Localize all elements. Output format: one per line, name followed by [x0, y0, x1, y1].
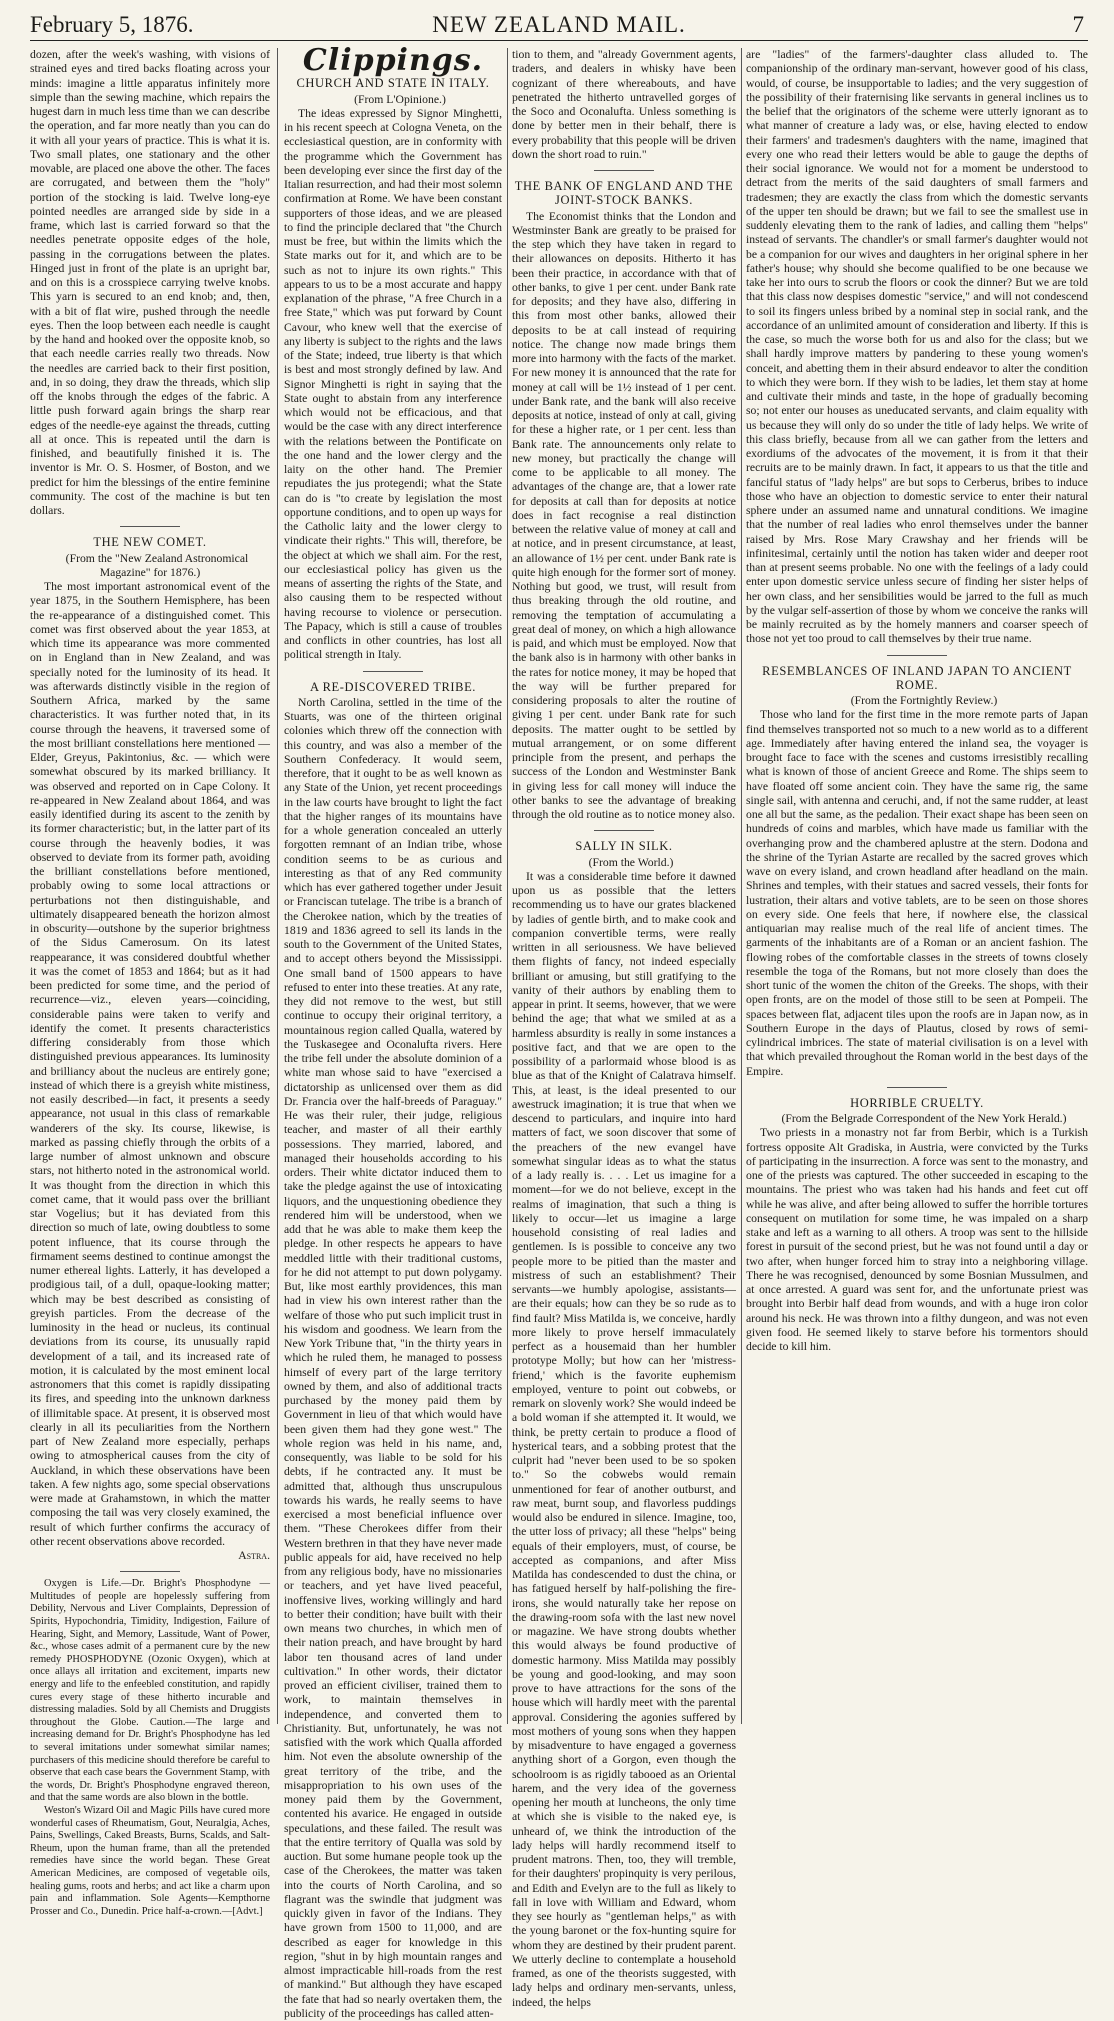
- article-heading: SALLY IN SILK.: [575, 839, 673, 854]
- article-continuation-text: tion to them, and "already Government agents, traders, and dealers in whisky have been cognizant of there whereabouts, and have penetrated the hitherto untravelled gorges of the Soco and Oconalufta. Unless something is done by better men in their behalf, there is every probability that this people will be driven down the short road to ruin.": [512, 48, 736, 161]
- article-heading: CHURCH AND STATE IN ITALY.: [296, 76, 490, 91]
- article-heading: A RE-DISCOVERED TRIBE.: [309, 679, 477, 694]
- article-heading: RESEMBLANCES OF INLAND JAPAN TO ANCIENT ROME.: [762, 663, 1072, 692]
- article-body: It was a considerable time before it dawned upon us as possible that the letters recommending us to have our grates blackened by ladies of gentle birth, and to make cook and companion convertible terms, were really written in all seriousness. We have believed them flights of fancy, not indeed especially brilliant or amusing, but still gratifying to the vanity of their authors by enabling them to appear in print. It seems, however, that we were behind the age; that what we smiled at as a harmless absurdity is really in some instances a positive fact, and that we are open to the possibility of a parlormaid whose blood is as blue as that of the Knight of Calatrava himself. This, at least, is the ideal presented to our awestruck imagination; it is true that when we descend to particulars, and inquire into hard matters of fact, we soon discover that some of the preachers of the new evangel have somewhat singular ideas as to what the status of a lady really is. . . . Let us imagine for a moment—for we do not believe, except in the realms of imagination, that such a thing is likely to occur—let us imagine a large household consisting of real ladies and gentlemen. Is is possible to conceive any two people more to be pitied than the master and mistress of such an establishment? Their servants—we humbly apologise, assistants—are their equals; how can they be so rude as to find fault? Miss Matilda is, we conceive, hardly more likely to prove herself immaculately perfect as a housemaid than her humbler prototype Molly; but how can her 'mistress-friend,' which is the favorite euphemism employed, venture to point out cobwebs, or remark on slovenly work? She would indeed be a bold woman if she attempted it. It would, we think, be pretty certain to produce a flood of hysterical tears, and a sobbing protest that the culprit had "never been used to be so spoken to." So the cobwebs would remain unmentioned for fear of another outburst, and raw meat, burnt soup, and flavorless puddings would also be endured in silence. Imagine, too, the utter loss of privacy; all these "helps" being equals of their employers, must, of course, be accepted as companions, and after Miss Matilda has condescended to dust the china, or has fatigued herself by half-polishing the fire-irons, she would naturally take her repose on the drawing-room sofa with the last new novel or magazine. We have strong doubts whether this would always be found productive of domestic harmony. Miss Matilda may possibly be young and good-looking, and may soon prove to have attractions for the sons of the house which will hardly meet with the parental approval. Considering the agonies suffered by most mothers of young sons when they happen by misadventure to have engaged a governess anything short of a Gorgon, even though the schoolroom is as rigidly tabooed as an Oriental harem, and the very idea of the governess opening her mouth at luncheons, the only time at which she is visible to the naked eye, is unheard of, we think the introduction of the lady helps will hardly recommend itself to prudent matrons. Then, too, they will tremble, for their daughters' propinquity is very perilous, and Edith and Evelyn are to the full as likely to fall in love with William and Edward, whom they see hourly as "gentleman helps," as with the young baronet or the fox-hunting squire for whom they are destined by their prudent parent. We utterly decline to contemplate a household framed, as one of the theorists suggested, with lady helps and ordinary men-servants, unless, indeed, the helps: [512, 869, 736, 2009]
- article-body: Those who land for the first time in the more remote parts of Japan find themselves transported not so much to a new world as to a different age. Immediately after having entered the inland sea, the voyager is brought face to face with the scenes and customs irresistibly recalling what is known of those of ancient Greece and Rome. The ships seem to have floated off some ancient coin. They have the same rig, the same single sail, with antenna and ceruchi, and, if not the same rudder, at least one all but the same, as the pedalion. Their exact shape has been seen on hundreds of coins and marbles, which have made us familiar with the overhanging prow and the chambered aplustre at the stern. Dodona and the shrine of the Tyrian Astarte are recalled by the sacred groves which wave on every island, and crown headland after headland on the main. Shrines and temples, with their statues and sacred vessels, their fonts for lustration, their altars and votive tablets, are to be seen on those shores on every side. One feels that here, if nowhere else, the classical antiquarian may realise much of the real life of ancient times. The garments of the inhabitants are of a Roman or an ancient fashion. The flowing robes of the comfortable classes in the streets of towns closely resemble the toga of the Romans, but not more closely than does the short tunic of the women the chiton of the Greeks. The shops, with their open fronts, are on the model of those still to be seen at Pompeii. The spaces between flat, adjacent tiles upon the roofs are in Japan now, as in Southern Europe in the days of Plautus, closed by rows of semi-cylindrical imbrices. The state of material civilisation is on a level with that which prevailed throughout the Roman world in the best days of the Empire.: [746, 708, 1088, 1078]
- article-continuation-text: are "ladies" of the farmers'-daughter class alluded to. The companionship of the ordinary man-servant, however good of his class, would, of course, be insupportable to ladies; and the very suggestion of the possibility of their fraternising like servants in general inclines us to the belief that the originators of the scheme were utterly ignorant as to what manner of creature a lady was, or else, having elected to endow their farmers' and tradesmen's daughters with the name, imagined that every one who read their letters would be able to gauge the depths of their social ignorance. We would not for a moment be understood to detract from the merits of the said daughters of small farmers and tradesmen; they are exactly the class from which the domestic servants of the upper ten should be drawn; but we fail to see the smallest use in suddenly elevating them to the rank of ladies, and calling them "helps" instead of servants. The chandler's or small farmer's daughter would not be a companion for our wives and daughters in her original sphere in her father's house; why should she become qualified to be one because we take her into ours to scrub the floors or cook the dinner? But we are told that this class now despises domestic "service," and will not condescend to soil its fingers unless bribed by a nominal step in social rank, and the accordance of an unlimited amount of consideration and liberty. If this is the case, so much the worse both for us and also for the class; but we shall hardly improve matters by pandering to these young women's conceit, and abetting them in their absurd endeavor to alter the condition to which they were born. If they wish to be ladies, let them stay at home and cultivate their minds and taste, in the hope of gradually becoming so; not enter our houses as uneducated servants, and claim equality with us because they will only do so under the title of lady helps. We write of this class briefly, because from all we can gather from the letters and exordiums of the advocates of the movement, it is from it that their recruits are to be mainly drawn. In fact, it appears to us that the title and fanciful status of "lady helps" are but sops to Cerberus, bribes to induce those who have an objection to domestic service to enter their natural sphere under an assumed name and unnatural conditions. We imagine that the number of real ladies who enrol themselves under the banner raised by Mrs. Rose Mary Crawshay and her friends will be infinitesimal, certainly until the notion has taken wider and deeper root than at present seems probable. No one with the feelings of a lady could enter upon domestic service unless secure of finding her sister helps of her own class, and her sensibilities would be jarred to the full as much by the vulgar self-assertion of those by whom we conceive the ranks will be mainly recruited as by the homely manners and coarser speech of those not yet too proud to call themselves by their true name.: [746, 48, 1088, 646]
- divider: [594, 170, 654, 171]
- article-heading: HORRIBLE CRUELTY.: [850, 1095, 984, 1110]
- section-title: Clippings.: [302, 43, 484, 78]
- divider: [887, 655, 947, 656]
- advertisement: Oxygen is Life.—Dr. Bright's Phosphodyne —Multitudes of people are hopelessly suffering from Debility, Nervous and Liver Complaints, Depression of Spirits, Hypochondria, Timidity, Indigestion, Failure of Hearing, Sight, and Memory, Lassitude, Want of Power, &c., whose cases admit of a permanent cure by the new remedy PHOSPHODYNE (Ozonic Oxygen), which at once allays all irritation and excitement, imparts new energy and life to the enfeebled constitution, and rapidly cures every stage of these hitherto incurable and distressing maladies. Sold by all Chemists and Druggists throughout the Globe. Caution.—The large and increasing demand for Dr. Bright's Phosphodyne has led to several imitations under somewhat similar names; purchasers of this medicine should therefore be careful to observe that each case bears the Government Stamp, with the words, Dr. Bright's Phosphodyne engraved thereon, and that the same words are also blown in the bottle.: [30, 1578, 270, 1804]
- article-heading: THE NEW COMET.: [93, 535, 207, 550]
- article-source: (From L'Opinione.): [354, 92, 446, 106]
- newspaper-title: NEW ZEALAND MAIL.: [432, 12, 686, 37]
- divider: [594, 830, 654, 831]
- column-1: [30, 48, 270, 1917]
- divider: [120, 526, 180, 527]
- article-source: (From the Fortnightly Review.): [850, 694, 998, 707]
- column-rule: [507, 48, 508, 1724]
- divider: [363, 671, 423, 672]
- article-source: (From the World.): [588, 855, 674, 869]
- divider: [887, 1087, 947, 1088]
- article-heading: THE BANK OF ENGLAND AND THE JOINT-STOCK BANKS.: [514, 179, 734, 208]
- article-body: Two priests in a monastry not far from Berbir, which is a Turkish fortress opposite Alt Gradiska, in Austria, were convicted by the Turks of participating in the insurrection. A force was sent to the monastry, and one of the priests was captured. The other succeeded in escaping to the mountains. The priest who was taken had his hands and feet cut off while he was alive, and after being allowed to suffer the horrible tortures consequent on mutilation for some time, he was impaled on a sharp stake and left as a warning to all others. A troop was sent to the hillside forest in pursuit of the second priest, but he was not found until a day or two after, when hunger forced him to stray into a neighboring village. There he was recognised, denounced by some Bosnian Mussulmen, and at once arrested. A guard was sent for, and the unfortunate priest was brought into Berbir half dead from wounds, and with a huge iron color around his neck. He was thrown into a filthy dungeon, and was not even given food. He seemed likely to starve before his tormentors should decide to kill him.: [746, 1126, 1088, 1353]
- article-continuation-text: dozen, after the week's washing, with visions of strained eyes and tired backs floating across your minds: imagine a little apparatus infinitely more simple than the sewing machine, which repairs the hugest darn in much less time than we can describe the operation, and far more neatly than you can do it with all your years of practice. This is what it is. Two small plates, one stationary and the other movable, are placed one above the other. The faces are corrugated, and between them the "holy" portion of the stocking is laid. Twelve long-eye pointed needles are arranged side by side in a frame, which last is carried forward so that the needles penetrate opposite edges of the hole, passing in the corrugations between the plates. Hinged just in front of the plate is an upright bar, and on this is a crosspiece carrying twelve knobs. This yarn is secured to an end knob; and, then, with a bit of flat wire, pushed through the needle eyes. Then the loop between each needle is caught by the hand and hooked over the opposite knob, so that each needle carries really two threads. Now the needles are carried back to their first position, and, in so doing, they draw the threads, which slip off the knobs through the edges of the fabric. A little push forward again brings the sharp rear edges of the needle-eye against the threads, cutting all at once. This is repeated until the darn is finished, and beautifully finished it is. The inventor is Mr. O. S. Hosmer, of Boston, and we predict for him the blessings of the entire feminine community. The cost of the machine is but ten dollars.: [30, 48, 270, 517]
- article-body: North Carolina, settled in the time of the Stuarts, was one of the thirteen original colonies which threw off the connection with this country, and was also a member of the Southern Confederacy. It would seem, therefore, that it ought to be as well known as any State of the Union, yet recent proceedings in the law courts have brought to light the fact that the higher ranges of its mountains have for a whole generation concealed an utterly forgotten remnant of an Indian tribe, whose condition seems to be as curious and interesting as that of any Red community which has ever gathered together under Jesuit or Franciscan tutelage. The tribe is a branch of the Cherokee nation, which by the treaties of 1819 and 1836 agreed to sell its lands in the south to the Government of the United States, and to accept others beyond the Mississippi. One small band of 1500 appears to have refused to enter into these treaties. At any rate, they did not remove to the west, but still continue to occupy their original territory, a mountainous region called Qualla, watered by the Tuskasegee and Oconalufta rivers. Here the tribe fell under the absolute dominion of a white man whose said to have "exercised a dictatorship as unlicensed over them as did Dr. Francia over the half-breeds of Paraguay." He was their ruler, their judge, religious teacher, and master of all their earthly possessions. They married, labored, and managed their households according to his orders. Their white dictator induced them to take the pledge against the use of intoxicating liquors, and the unquestioning obedience they rendered him will be understood, when we add that he was able to make them keep the pledge. In other respects he appears to have meddled little with their traditional customs, for he did not attempt to put down polygamy. But, like most earthly providences, this man had in view his own interest rather than the welfare of those who put such implicit trust in his wisdom and goodness. We learn from the New York Tribune that, "in the thirty years in which he ruled them, he managed to possess himself of every part of the large territory owned by them, and also of additional tracts purchased by the money paid them by Government in lieu of that which would have been given them had they gone west." The whole region was held in his name, and, consequently, was liable to be sold for his debts, if he contracted any. It must be admitted that, although thus unscrupulous towards his wards, he really seems to have exercised a most beneficial influence over them. "These Cherokees differ from their Western brethren in that they have never made public appeals for aid, have received no help from any religious body, have no missionaries or teachers, and yet have lived peaceful, inoffensive lives, working willingly and hard to better their condition; have built with their own means two churches, in which men of their nation preach, and have brought by hard labor ten thousand acres of land under cultivation." In other words, their dictator proved an efficient civiliser, trained them to work, to maintain themselves in independence, and converted them to Christianity. But, unfortunately, he was not satisfied with the work which Qualla afforded him. Not even the absolute ownership of the great territory of the tribe, and the misappropriation to his own uses of the money paid them by the Government, contented his avarice. He engaged in outside speculations, and these failed. The result was that the entire territory of Qualla was sold by auction. But some humane people took up the case of the Cherokees, the matter was taken into the courts of North Carolina, and so flagrant was the swindle that judgment was quickly given in favor of the Indians. They have grown from 1500 to 11,000, and are described as eager for knowledge in this region, "shut in by high mountain ranges and almost impracticable hill-roads from the rest of mankind." But although they have escaped the fate that had so nearly overtaken them, the publicity of the proceedings has called atten-: [284, 695, 502, 2020]
- article-source: (From the Belgrade Correspondent of the New York Herald.): [781, 1112, 1067, 1125]
- page-number: 7: [1072, 12, 1084, 37]
- column-4: [746, 48, 1088, 1724]
- article-body: The Economist thinks that the London and Westminster Bank are greatly to be praised for the step which they have taken in regard to their allowances on deposits. Hitherto it has been their practice, in accordance with that of other banks, to give 1 per cent. under Bank rate for deposits; and they have also, differing in this from most other banks, allowed their deposits to be at call instead of requiring notice. The change now made brings them more into harmony with the facts of the market. For new money it is announced that the rate for money at call will be 1½ instead of 1 per cent. under Bank rate, and the bank will also receive deposits at notice, instead of only at call, giving for these a higher rate, or 1 per cent. less than Bank rate. The announcements only relate to new money, but practically the change will come to be applicable to all money. The advantages of the change are, that a lower rate for deposits at call than for deposits at notice does in fact recognise a real distinction between the relative value of money at call and at notice, and in present circumstance, at least, an allowance of 1½ per cent. under Bank rate is quite high enough for the former sort of money. Nothing but good, we trust, will result from thus breaking through the old routine, and removing the temptation of accumulating a great deal of money, on which a high allowance is paid, and which must be employed. Now that the bank also is in harmony with other banks in the rates for notice money, it may be hoped that the way will be further prepared for considering proposals to alter the routine of giving 1 per cent. under Bank rate for such deposits. The matter ought to be settled by mutual arrangement, or on some different principle from the present, and perhaps the success of the London and Westminster Bank in giving less for call money will induce the other banks to see the advantage of breaking through the old routine as to notice money also.: [512, 209, 736, 821]
- article-body: The most important astronomical event of the year 1875, in the Southern Hemisphere, has been the re-appearance of a distinguished comet. This comet was first observed about the year 1853, at which time its appearance was more commented on in England than in New Zealand, and was specially noted for the luminosity of its head. It was afterwards distinctly visible in the region of Southern Africa, marked by the same characteristics. It was further noted that, in its course through the heavens, it traversed some of the most brilliant constellations here mentioned — Elder, Greyus, Pakintonius, &c. — which were somewhat obscured by its marked brilliancy. It was observed and reported on in Cape Colony. It re-appeared in New Zealand about 1864, and was easily identified during its ascent to the zenith by its former characteristic; but, in the latter part of its course through the heavenly bodies, it was observed to deviate from its former path, avoiding the brilliant constellations before mentioned, probably owing to some local attractions or perturbations not then distinguishable, and ultimately disappeared beneath the horizon almost in obscurity—outshone by the superior brightness of the Sidus Camerosum. On its latest reappearance, it was considered doubtful whether it was the comet of 1853 and 1864; but as it had been predicted for some time, and the period of recurrence—viz., eleven years—coinciding, considerable pains were taken to verify and identify the comet. It presents characteristics differing considerably from those which distinguished previous appearances. Its luminosity and brilliancy about the nucleus are entirely gone; instead of which there is a greyish white mistiness, not easily described—in fact, it presents a seedy appearance, not usual in this class of remarkable wanderers of the sky. Its course, likewise, is marked as passing chiefly through the orbits of a large number of almost unknown and obscure stars, not hitherto noted in the astronomical world. It was thought from the direction in which this comet came, that it would pass over the brilliant star Vogelius; but it has deviated from this direction so much of late, owing doubtless to some potent influence, that its course through the firmament seems destined to continue amongst the numer ethereal lights. Latterly, it has developed a prodigious tail, of a dull, opaque-looking matter; which may be best described as consisting of greyish particles. From the decrease of the luminosity in the head or nucleus, its continual deviations from its course, its unusually rapid development of a tail, and its increased rate of motion, it is calculated by the most eminent local astronomers that this comet is rapidly dissipating its fires, and speeding into the unknown darkness of illimitable space. At present, it is observed most clearly in all its peculiarities from the Northern part of New Zealand more especially, perhaps owing to atmospherical causes from the city of Auckland, in which these observations have been taken. A few nights ago, some special observations were made at Grahamstown, in which the matter composing the tail was very closely examined, the result of which further confirms the accuracy of other recent observations above recorded.: [30, 580, 270, 1548]
- advertisement: Weston's Wizard Oil and Magic Pills have cured more wonderful cases of Rheumatism, Gout, Neuralgia, Aches, Pains, Swellings, Caked Breasts, Burns, Scalds, and Salt-Rheum, upon the human frame, than all the pretended remedies have since the world began. These Great American Medicines, are composed of vegetable oils, healing gums, roots and herbs; and act like a charm upon pain and inflammation. Sole Agents—Kempthorne Prosser and Co., Dunedin. Price half-a-crown.—[Advt.]: [30, 1804, 270, 1917]
- divider: [120, 1571, 180, 1572]
- masthead: [30, 6, 1088, 41]
- article-source: (From the "New Zealand Astronomical Magazine" for 1876.): [65, 551, 249, 579]
- issue-date: February 5, 1876.: [30, 12, 194, 37]
- article-signature: Astra.: [238, 1549, 270, 1562]
- column-3: [512, 48, 736, 2009]
- article-body: The ideas expressed by Signor Minghetti, in his recent speech at Cologna Veneta, on the ecclesiastical question, are in conformity with the programme which the Government has been developing ever since the first day of the Italian resurrection, and had their most solemn confirmation at Rome. We have been constant supporters of those ideas, and we are pleased to find the principle declared that "the Church must be free, but within the limits which the State marks out for it, and which are to be such as not to injure its own rights." This appears to us to be a most accurate and happy explanation of the phrase, "A free Church in a free State," which was put forward by Count Cavour, who knew well that the exercise of any liberty is subject to the rights and the laws of the State; indeed, true liberty is that which is best and most strongly defined by law. And Signor Minghetti is right in saying that the State ought to abstain from any interference which would not be efficacious, and that would be the case with any direct interference with the relations between the Pontificate on the one hand and the lower clergy and the laity on the other hand. The Premier repudiates the jus protegendi; what the State can do is "to create by legislation the most opportune conditions, and to open up ways for the Catholic laity and the lower clergy to vindicate their rights." This will, therefore, be the object at which we shall aim. For the rest, our ecclesiastical policy has given us the means of asserting the rights of the State, and also causing them to be respected without having recourse to violence or persecution. The Papacy, which is still a cause of troubles and conflicts in other countries, has lost all political strength in Italy.: [284, 106, 502, 662]
- column-rule: [741, 48, 742, 1724]
- column-2: [284, 43, 502, 2020]
- column-rule: [277, 48, 278, 1724]
